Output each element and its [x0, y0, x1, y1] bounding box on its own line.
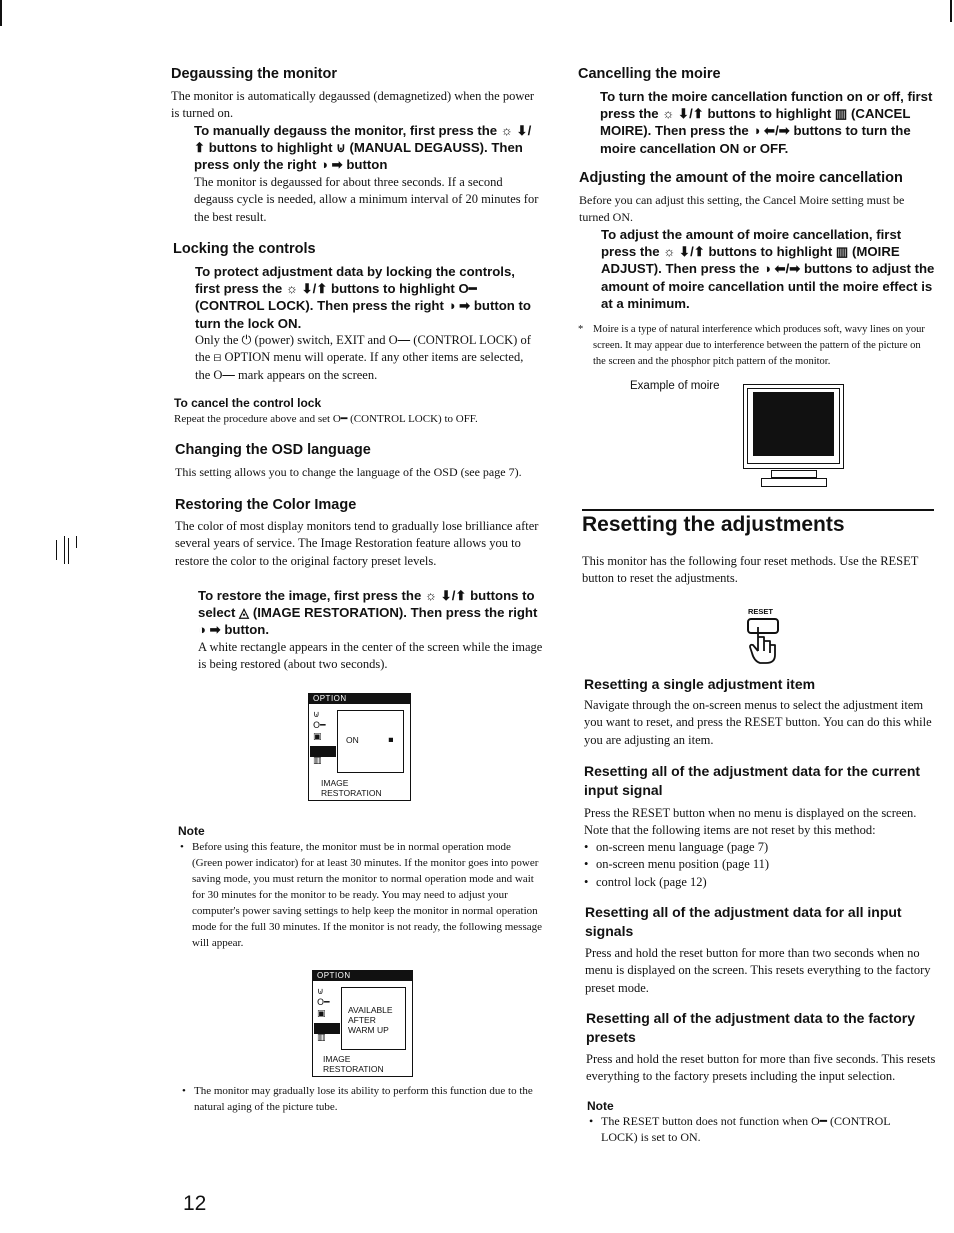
note-list — [180, 839, 542, 951]
reset-all-heading: Resetting all of the adjustment data for all input signals — [585, 904, 902, 939]
image-restoration-icon: ▥ — [317, 1033, 326, 1043]
reset-intro: This monitor has the following four reset methods. Use the RESET button to reset the adjustments. — [582, 554, 919, 586]
note-list-2 — [182, 1083, 544, 1115]
note-item: • The monitor may gradually lose its ability to perform this function due to the natural aging of the picture tube. — [182, 1083, 544, 1115]
osd-icon-column — [313, 710, 335, 743]
reset-single-body: Navigate through the on-screen menus to select the adjustment item you want to reset, and press the RESET button. You can do this while you are adjusting an item. — [584, 698, 932, 747]
restore-body: The color of most display monitors tend to gradually lose brilliance after several years of service. The Image Restoration feature allows you to restore the color to the original factory preset levels. — [175, 519, 539, 568]
osd-message-line1: AVAILABLE — [348, 1005, 393, 1015]
list-item: • control lock (page 12) — [584, 874, 924, 891]
reset-section-title: Resetting the adjustments — [582, 513, 845, 536]
note-item: • The RESET button does not function when O━ (CONTROL LOCK) is set to ON. — [589, 1113, 929, 1145]
osd-label-line2: RESTORATION — [323, 1064, 384, 1074]
reset-note-heading: Note — [587, 1099, 614, 1113]
reset-button-caption: RESET — [748, 607, 774, 616]
degauss-icon: ⊍ — [317, 987, 324, 997]
control-lock-icon: O━ — [313, 721, 326, 731]
osd-icon-column — [317, 987, 339, 1020]
osd-language-heading: Changing the OSD language — [175, 442, 371, 458]
degauss-icon: ⊍ — [313, 710, 320, 720]
cancel-lock-heading: To cancel the control lock — [174, 396, 322, 410]
osd-message-panel — [341, 987, 406, 1050]
degauss-body: The monitor is degaussed for about three seconds. If a second degauss cycle is needed, allow a minimum interval of 20 minutes for the best result. — [194, 175, 539, 224]
reset-current-heading: Resetting all of the adjustment data for the current input signal — [584, 763, 921, 798]
adjust-moire-body: Before you can adjust this setting, the Cancel Moire setting must be turned ON. — [579, 193, 905, 225]
cancel-lock-body: Repeat the procedure above and set O━ (CONTROL LOCK) to OFF. — [174, 413, 478, 425]
osd-message-line3: WARM UP — [348, 1025, 389, 1035]
osd-checkbox-icon: ▪ — [388, 735, 394, 745]
monitor-neck — [771, 470, 817, 478]
adjust-moire-heading: Adjusting the amount of the moire cancellation — [579, 170, 903, 186]
reset-button-icon — [744, 617, 784, 665]
page-number: 12 — [183, 1192, 207, 1215]
scan-speck — [52, 536, 82, 566]
moire-footnote-text: Moire is a type of natural interference which produces soft, wavy lines on your screen. It may appear due to interference between the pattern of the picture on the screen and the phosphor pitch pattern of the monitor. — [593, 324, 925, 367]
note-heading: Note — [178, 824, 205, 838]
lock-body: Only the ⏻ (power) switch, EXIT and O━ (CONTROL LOCK) of the ⊟ OPTION menu will operate. If any other items are selected, the O━ mark appears on the screen. — [195, 333, 531, 382]
scan-mark-top-right — [950, 0, 952, 22]
moire-example-label: Example of moire — [630, 380, 720, 392]
cancel-moire-heading: Cancelling the moire — [578, 66, 721, 82]
restore-instruction: To restore the image, first press the ☼ ⬇/⬆ buttons to select ◬ (IMAGE RESTORATION). Then press the right ◑ ➡ button. — [198, 588, 538, 638]
cancel-moire-instruction: To turn the moire cancellation function on or off, first press the ☼ ⬇/⬆ buttons to highlight ▥ (CANCEL MOIRE). Then press the ◑ ⬅/➡ buttons to turn the moire cancellation ON or OFF. — [600, 89, 933, 156]
osd-label-line1: IMAGE — [323, 1054, 351, 1064]
reset-factory-body: Press and hold the reset button for more than five seconds. This resets everything to the factory presets including the input selection. — [586, 1052, 936, 1084]
degauss-instruction: To manually degauss the monitor, first press the ☼ ⬇/⬆ buttons to highlight ⊍ (MANUAL DEGAUSS). Then press only the right ◑ ➡ button — [194, 123, 532, 173]
section-divider — [582, 509, 934, 511]
lock-instruction: To protect adjustment data by locking the controls, first press the ☼ ⬇/⬆ buttons to highlight O━ (CONTROL LOCK). Then press the right ◑ ➡ button to turn the lock ON. — [195, 264, 531, 331]
osd-message-line2: AFTER — [348, 1015, 376, 1025]
reset-note-list — [589, 1113, 929, 1145]
osd-label-line2: RESTORATION — [321, 788, 382, 798]
image-restoration-icon: ▥ — [313, 756, 322, 766]
osd-label-line1: IMAGE — [321, 778, 349, 788]
moire-icon: ▣ — [317, 1009, 326, 1019]
osd-title-bar: OPTION — [313, 971, 412, 981]
control-lock-icon: O━ — [317, 998, 330, 1008]
osd-menu-image-restoration — [308, 693, 411, 801]
reset-single-heading: Resetting a single adjustment item — [584, 676, 816, 692]
lock-heading: Locking the controls — [173, 241, 316, 257]
restore-heading: Restoring the Color Image — [175, 497, 357, 513]
restore-after: A white rectangle appears in the center of the screen while the image is being restored (about two seconds). — [198, 640, 543, 672]
scan-mark-top-left — [0, 0, 2, 26]
osd-on-label: ON — [346, 735, 359, 745]
osd-language-body: This setting allows you to change the language of the OSD (see page 7). — [175, 465, 522, 479]
list-item: • on-screen menu position (page 11) — [584, 856, 924, 873]
osd-menu-warm-up — [312, 970, 413, 1077]
adjust-moire-instruction: To adjust the amount of moire cancellation, first press the ☼ ⬇/⬆ buttons to highlight ▥ (MOIRE ADJUST). Then press the ◑ ⬅/➡ buttons to adjust the amount of moire cancellation until the moire effect is at a minimum. — [601, 227, 935, 311]
reset-current-body: Press the RESET button when no menu is displayed on the screen. Note that the following items are not reset by this method: — [584, 806, 917, 838]
reset-factory-heading: Resetting all of the adjustment data to the factory presets — [586, 1010, 916, 1045]
reset-all-body: Press and hold the reset button for more than two seconds when no menu is displayed on the screen. This resets everything to the factory preset mode. — [585, 946, 931, 995]
note-item: • Before using this feature, the monitor must be in normal operation mode (Green power indicator) for at least 30 minutes. If the monitor goes into power saving mode, you must return the monitor to normal operation mode and wait for 30 minutes for the monitor to be ready. You may need to adjust your computer's power saving settings to help keep the monitor in normal operation mode for the full 30 minutes. If the monitor is not ready, the following message will appear. — [180, 839, 542, 951]
monitor-stand — [761, 478, 827, 487]
moire-screen — [753, 392, 834, 456]
moire-monitor-illustration — [743, 384, 845, 492]
reset-exclusion-list — [584, 839, 924, 891]
osd-title-bar: OPTION — [309, 694, 410, 704]
degauss-heading: Degaussing the monitor — [171, 66, 337, 82]
moire-icon: ▣ — [313, 732, 322, 742]
moire-footnote: * Moire is a type of natural interference which produces soft, wavy lines on your screen. It may appear due to interference between the pattern of the picture on the screen and the phosphor pitch pattern of the monitor. — [578, 324, 925, 367]
osd-option-panel — [337, 710, 404, 773]
degauss-intro: The monitor is automatically degaussed (demagnetized) when the power is turned on. — [171, 89, 535, 121]
list-item: • on-screen menu language (page 7) — [584, 839, 924, 856]
